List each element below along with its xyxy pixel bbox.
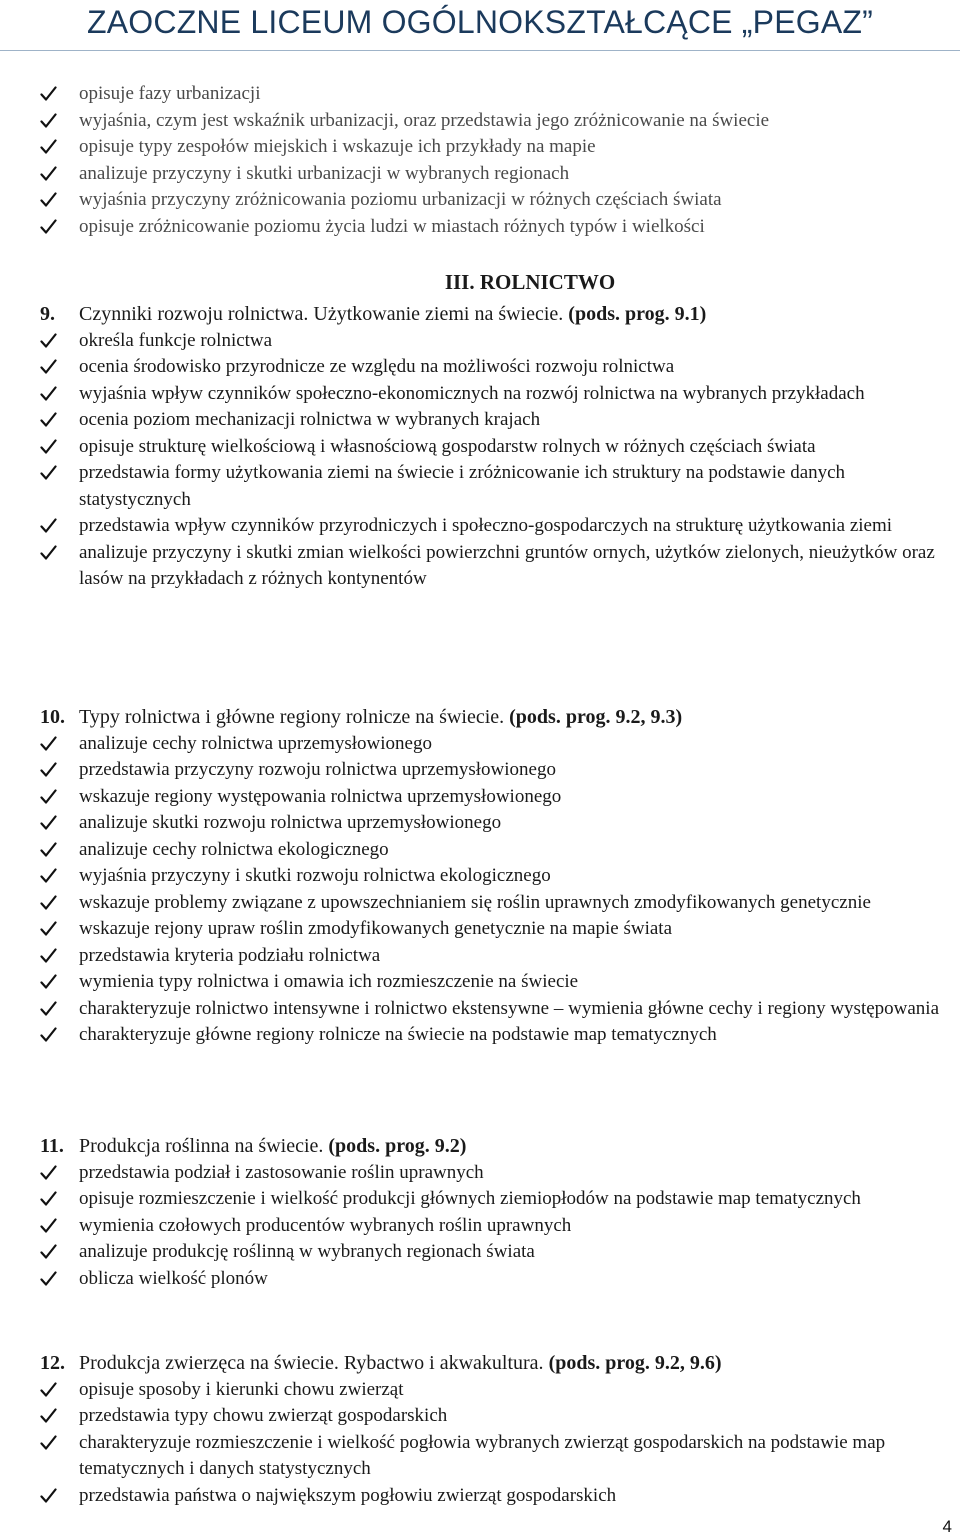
checkmark-icon — [40, 837, 60, 863]
checkmark-icon — [40, 540, 60, 566]
list-item — [0, 540, 960, 593]
list-item-text: przedstawia przyczyny rozwoju rolnictwa uprzemysłowionego — [79, 759, 556, 780]
list-item-text: określa funkcje rolnictwa — [79, 329, 273, 351]
checkmark-icon — [40, 863, 60, 889]
topic-number: 11. — [40, 1135, 64, 1157]
topic-title: Produkcja roślinna na świecie. — [79, 1135, 324, 1157]
checkmark-icon — [40, 757, 60, 783]
curriculum-reference: (pods. prog. 9.2, 9.3) — [509, 706, 683, 728]
list-item — [0, 1266, 960, 1293]
list-item — [0, 996, 960, 1023]
list-item — [0, 943, 960, 970]
checkmark-icon — [40, 434, 60, 460]
list-item — [0, 1160, 960, 1187]
topic-number: 12. — [40, 1352, 65, 1374]
list-item-text: wskazuje regiony występowania rolnictwa uprzemysłowionego — [79, 785, 562, 807]
checkmark-icon — [40, 1377, 60, 1403]
checkmark-icon — [40, 943, 60, 969]
checkmark-icon — [40, 108, 60, 134]
list-item-text: opisuje fazy urbanizacji — [79, 83, 261, 104]
checkmark-icon — [40, 1022, 60, 1048]
checkmark-icon — [40, 784, 60, 810]
checkmark-icon — [40, 460, 60, 486]
topic-number: 9. — [40, 303, 55, 325]
checkmark-icon — [40, 513, 60, 539]
list-item-text: opisuje strukturę wielkościową i własnościową gospodarstw rolnych w różnych częściach świata — [79, 435, 816, 457]
checkmark-icon — [40, 214, 60, 240]
list-item — [0, 108, 960, 135]
list-item — [0, 969, 960, 996]
list-item — [0, 784, 960, 811]
list-item — [0, 1239, 960, 1266]
checkmark-icon — [40, 1430, 60, 1456]
list-item-text: przedstawia typy chowu zwierząt gospodarskich — [79, 1405, 448, 1426]
list-item — [0, 187, 960, 214]
list-item-text: analizuje przyczyny i skutki urbanizacji w wybranych regionach — [79, 162, 570, 184]
list-item-text: wymienia czołowych producentów wybranych roślin uprawnych — [79, 1214, 572, 1236]
list-item-text: ocenia poziom mechanizacji rolnictwa w wybranych krajach — [79, 409, 541, 430]
list-item-text: opisuje rozmieszczenie i wielkość produkcji głównych ziemiopłodów na podstawie map tematycznych — [79, 1188, 861, 1209]
checkmark-icon — [40, 134, 60, 160]
list-item — [0, 863, 960, 890]
list-item — [0, 81, 960, 108]
list-item-text: wyjaśnia przyczyny i skutki rozwoju rolnictwa ekologicznego — [79, 865, 551, 886]
list-item — [0, 890, 960, 917]
checkmark-icon — [40, 1483, 60, 1509]
list-item — [0, 1022, 960, 1049]
curriculum-reference: (pods. prog. 9.1) — [568, 303, 707, 325]
checkmark-icon — [40, 187, 60, 213]
list-item-text: wyjaśnia wpływ czynników społeczno-ekonomicznych na rozwój rolnictwa na wybranych przykładach — [79, 382, 865, 404]
list-item — [0, 434, 960, 461]
list-item-text: opisuje typy zespołów miejskich i wskazuje ich przykłady na mapie — [79, 136, 596, 157]
list-item — [0, 354, 960, 381]
topic-title: Typy rolnictwa i główne regiony rolnicze na świecie. — [79, 706, 505, 728]
list-item-text: analizuje produkcję roślinną w wybranych regionach świata — [79, 1241, 535, 1262]
topic-9 — [0, 301, 960, 593]
list-item-text: przedstawia państwa o największym pogłowiu zwierząt gospodarskich — [79, 1484, 617, 1506]
list-item — [0, 837, 960, 864]
list-item-text: charakteryzuje rolnictwo intensywne i rolnictwo ekstensywne – wymienia główne cechy i regiony występowania — [79, 997, 940, 1019]
list-item-text: przedstawia kryteria podziału rolnictwa — [79, 944, 381, 966]
list-item — [0, 214, 960, 241]
section-title: III. ROLNICTWO — [444, 270, 616, 294]
list-item-text: charakteryzuje rozmieszczenie i wielkość pogłowia wybranych zwierząt gospodarskich na podstawie map tematycznych i danych statystycznych — [79, 1431, 886, 1479]
topic-heading — [0, 704, 960, 731]
list-item-text: charakteryzuje główne regiony rolnicze na świecie na podstawie map tematycznych — [79, 1024, 717, 1045]
checkmark-icon — [40, 1403, 60, 1429]
topic-title: Produkcja zwierzęca na świecie. Rybactwo i akwakultura. — [79, 1352, 544, 1374]
checkmark-icon — [40, 810, 60, 836]
list-item-text: analizuje skutki rozwoju rolnictwa uprzemysłowionego — [79, 812, 502, 833]
topic-heading — [0, 1133, 960, 1160]
topic-heading — [0, 301, 960, 328]
checkmark-icon — [40, 161, 60, 187]
checkmark-icon — [40, 890, 60, 916]
checkmark-icon — [40, 916, 60, 942]
list-item-text: wskazuje rejony upraw roślin zmodyfikowanych genetycznie na mapie świata — [79, 918, 673, 939]
list-item — [0, 328, 960, 355]
checkmark-icon — [40, 1266, 60, 1292]
list-item — [0, 810, 960, 837]
checkmark-icon — [40, 969, 60, 995]
list-item — [0, 916, 960, 943]
list-item — [0, 1483, 960, 1510]
checkmark-icon — [40, 407, 60, 433]
list-item — [0, 407, 960, 434]
curriculum-reference: (pods. prog. 9.2, 9.6) — [548, 1352, 722, 1374]
list-item — [0, 757, 960, 784]
list-item-text: wyjaśnia przyczyny zróżnicowania poziomu urbanizacji w różnych częściach świata — [79, 189, 722, 210]
list-item-text: przedstawia formy użytkowania ziemi na świecie i zróżnicowanie ich struktury na podstawie danych statystycznych — [79, 462, 846, 510]
checkmark-icon — [40, 81, 60, 107]
checkmark-icon — [40, 1239, 60, 1265]
intro-list — [0, 81, 960, 240]
checkmark-icon — [40, 996, 60, 1022]
list-item — [0, 1186, 960, 1213]
list-item — [0, 1403, 960, 1430]
header-divider — [0, 50, 960, 51]
document-header: ZAOCZNE LICEUM OGÓLNOKSZTAŁCĄCE „PEGAZ” — [87, 4, 873, 40]
checkmark-icon — [40, 1160, 60, 1186]
list-item — [0, 134, 960, 161]
list-item — [0, 381, 960, 408]
checkmark-icon — [40, 354, 60, 380]
checkmark-icon — [40, 731, 60, 757]
list-item-text: oblicza wielkość plonów — [79, 1267, 268, 1289]
topic-number: 10. — [40, 706, 65, 728]
list-item-text: analizuje cechy rolnictwa uprzemysłowionego — [79, 732, 432, 754]
list-item — [0, 731, 960, 758]
list-item-text: wyjaśnia, czym jest wskaźnik urbanizacji, oraz przedstawia jego zróżnicowanie na świecie — [79, 109, 770, 131]
curriculum-reference: (pods. prog. 9.2) — [328, 1135, 467, 1157]
list-item — [0, 1377, 960, 1404]
list-item-text: wskazuje problemy związane z upowszechnianiem się roślin uprawnych zmodyfikowanych genetycznie — [79, 891, 871, 913]
list-item-text: wymienia typy rolnictwa i omawia ich rozmieszczenie na świecie — [79, 971, 579, 992]
list-item-text: opisuje sposoby i kierunki chowu zwierząt — [79, 1378, 404, 1400]
list-item — [0, 513, 960, 540]
topic-12 — [0, 1350, 960, 1509]
list-item-text: opisuje zróżnicowanie poziomu życia ludzi w miastach różnych typów i wielkości — [79, 215, 705, 237]
list-item — [0, 1213, 960, 1240]
topic-11 — [0, 1133, 960, 1292]
list-item — [0, 1430, 960, 1483]
checkmark-icon — [40, 1213, 60, 1239]
topic-heading — [0, 1350, 960, 1377]
checkmark-icon — [40, 381, 60, 407]
list-item — [0, 161, 960, 188]
list-item-text: analizuje przyczyny i skutki zmian wielkości powierzchni gruntów ornych, użytków zielonych, nieużytków oraz lasów na przykładach z różnych kontynentów — [79, 541, 935, 589]
checkmark-icon — [40, 328, 60, 354]
list-item-text: przedstawia podział i zastosowanie roślin uprawnych — [79, 1161, 484, 1183]
list-item-text: przedstawia wpływ czynników przyrodniczych i społeczno-gospodarczych na strukturę użytkowania ziemi — [79, 515, 893, 536]
list-item-text: analizuje cechy rolnictwa ekologicznego — [79, 838, 389, 860]
list-item — [0, 460, 960, 513]
list-item-text: ocenia środowisko przyrodnicze ze względu na możliwości rozwoju rolnictwa — [79, 356, 675, 377]
topic-10 — [0, 704, 960, 1049]
topic-title: Czynniki rozwoju rolnictwa. Użytkowanie ziemi na świecie. — [79, 303, 564, 325]
page-number: 4 — [942, 1517, 952, 1536]
checkmark-icon — [40, 1186, 60, 1212]
